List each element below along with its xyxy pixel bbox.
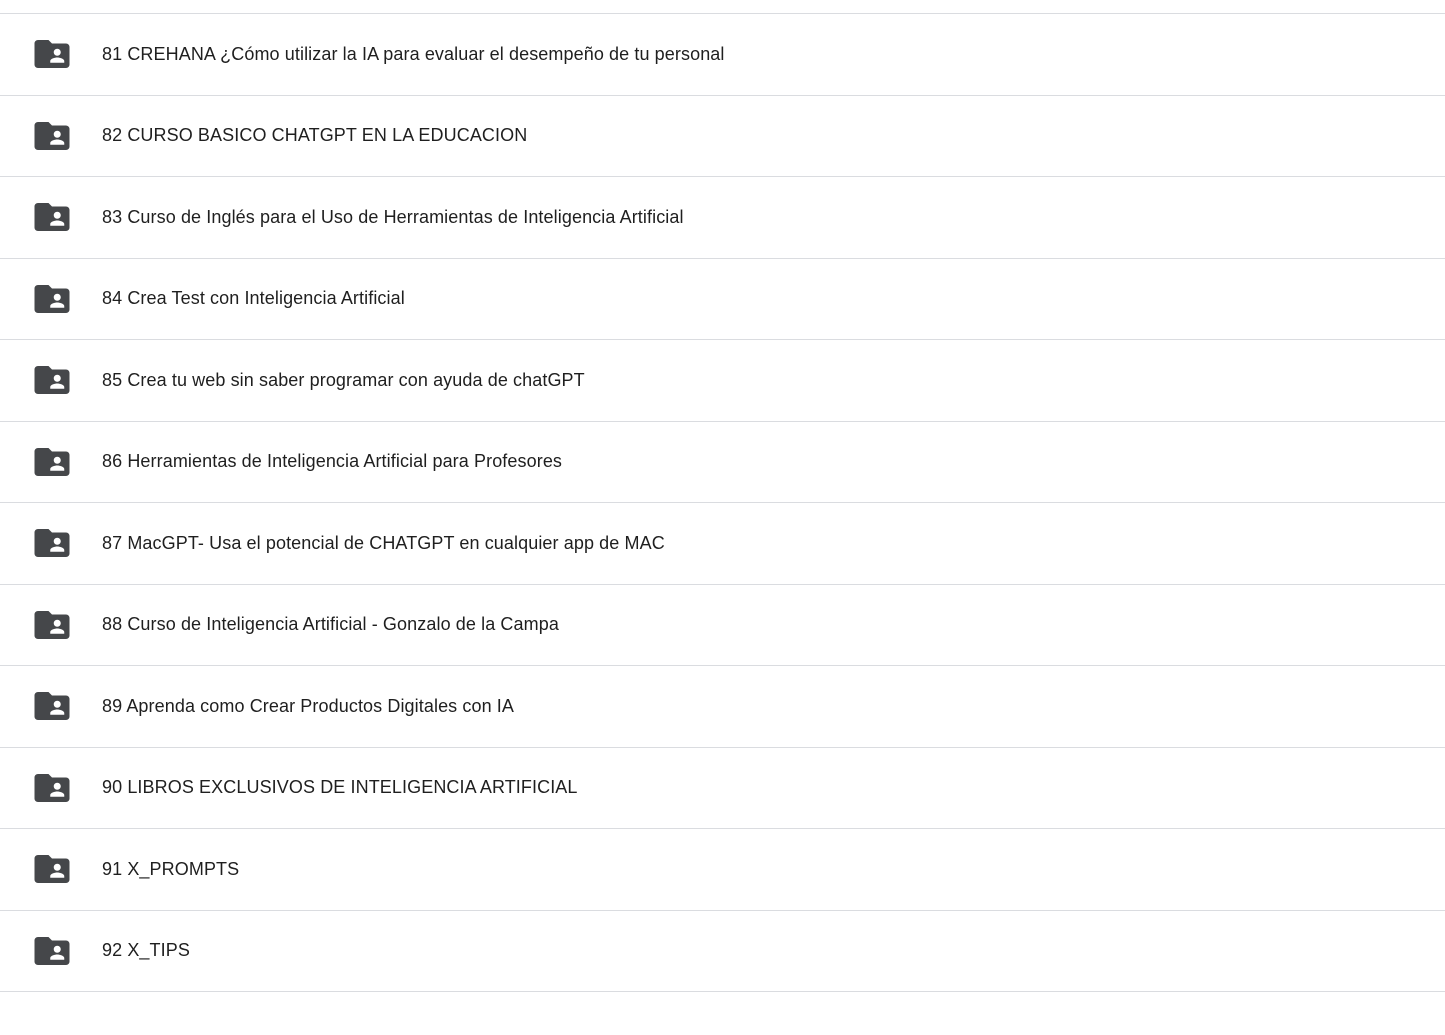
folder-name: 89 Aprenda como Crear Productos Digitales con IA xyxy=(102,695,515,716)
folder-row[interactable] xyxy=(0,911,1445,993)
folder-row[interactable] xyxy=(0,666,1445,748)
folder-name: 88 Curso de Inteligencia Artificial - Gonzalo de la Campa xyxy=(102,614,559,635)
folder-name: 90 LIBROS EXCLUSIVOS DE INTELIGENCIA ARTIFICIAL xyxy=(102,777,578,798)
shared-folder-icon xyxy=(31,359,73,401)
shared-folder-icon xyxy=(31,767,73,809)
folder-row[interactable] xyxy=(0,14,1445,96)
folder-name: 81 CREHANA ¿Cómo utilizar la IA para evaluar el desempeño de tu personal xyxy=(102,43,725,64)
folder-name: 86 Herramientas de Inteligencia Artificial para Profesores xyxy=(102,451,563,472)
shared-folder-icon xyxy=(31,33,73,75)
folder-name: 87 MacGPT- Usa el potencial de CHATGPT en cualquier app de MAC xyxy=(102,532,665,553)
folder-name: 92 X_TIPS xyxy=(102,940,190,961)
shared-folder-icon xyxy=(31,685,73,727)
shared-folder-icon xyxy=(31,848,73,890)
folder-row[interactable] xyxy=(0,96,1445,178)
folder-row[interactable] xyxy=(0,829,1445,911)
folder-name: 83 Curso de Inglés para el Uso de Herramientas de Inteligencia Artificial xyxy=(102,206,684,227)
folder-list xyxy=(0,13,1445,992)
folder-row[interactable] xyxy=(0,177,1445,259)
folder-row[interactable] xyxy=(0,503,1445,585)
shared-folder-icon xyxy=(31,604,73,646)
shared-folder-icon xyxy=(31,115,73,157)
shared-folder-icon xyxy=(31,278,73,320)
folder-row[interactable] xyxy=(0,422,1445,504)
shared-folder-icon xyxy=(31,930,73,972)
folder-name: 85 Crea tu web sin saber programar con ayuda de chatGPT xyxy=(102,369,585,390)
folder-row[interactable] xyxy=(0,748,1445,830)
folder-name: 82 CURSO BASICO CHATGPT EN LA EDUCACION xyxy=(102,125,528,146)
folder-row[interactable] xyxy=(0,585,1445,667)
folder-name: 91 X_PROMPTS xyxy=(102,858,240,879)
folder-name: 84 Crea Test con Inteligencia Artificial xyxy=(102,288,405,309)
shared-folder-icon xyxy=(31,522,73,564)
folder-row[interactable] xyxy=(0,340,1445,422)
folder-row[interactable] xyxy=(0,259,1445,341)
shared-folder-icon xyxy=(31,196,73,238)
shared-folder-icon xyxy=(31,441,73,483)
